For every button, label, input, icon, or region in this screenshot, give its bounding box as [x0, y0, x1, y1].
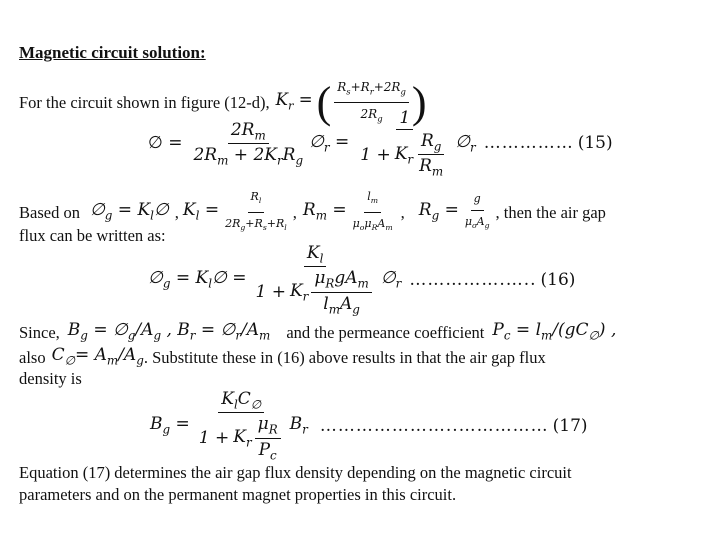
- eq16-dots: …………….…..: [409, 269, 537, 290]
- kr-symbol: $K_r$ =: [275, 90, 313, 113]
- equation-16: $\emptyset_g$ = $K_l\emptyset$ = $K_l$ 1 + $K_r$ $\frac{\mu_RgA_m}{l_mA_g}$ $\emptyset_r$ …………….….. (16): [148, 243, 576, 317]
- since-line: Since, $B_g$ = $\emptyset_g/A_g$ , $B_r$ = $\emptyset_r/A_m$ and the permeance coefficient $P_c = l_m/(gC_\emptyset)$ ,: [19, 320, 617, 343]
- right-paren: ): [411, 77, 427, 127]
- and-perm-text: and the permeance coefficient: [286, 322, 485, 342]
- eq15-tag: (15): [577, 133, 613, 154]
- conclusion-line-1: Equation (17) determines the air gap flux density depending on the magnetic circuit: [19, 463, 572, 482]
- then-text: , then the air gap: [495, 202, 606, 222]
- eq15-dots: ……………: [483, 133, 574, 154]
- flux-text: flux can be written as:: [19, 226, 166, 245]
- substitute-text: . Substitute these in (16) above results in that the air gap flux: [143, 347, 546, 367]
- equation-15: ∅ = $\frac{2R_m}{2R_m + 2K_rR_g}$ $\emptyset_r$ = 1 1 + $K_r$ $\frac{R_g}{R_m}$ $\emptyset_r$ …………… (15): [148, 108, 613, 179]
- also-line: also $C_\emptyset= A_m/A_g$ . Substitute these in (16) above results in that the air gap flux: [19, 345, 546, 368]
- conclusion-line-2: parameters and on the permanent magnet properties in this circuit.: [19, 485, 457, 504]
- based-on-text: Based on: [19, 202, 80, 222]
- section-heading: Magnetic circuit solution:: [19, 43, 206, 62]
- para1-text: For the circuit shown in figure (12-d),: [19, 92, 270, 112]
- eq17-dots: …………………..……………: [319, 415, 549, 436]
- kr-fraction: $\frac{R_s+R_r+2R_g}{2R_g}$: [334, 77, 409, 129]
- eq17-tag: (17): [552, 415, 588, 436]
- eq16-tag: (16): [540, 269, 576, 290]
- equation-17: $B_g$ = $K_lC_\emptyset$ 1 + $K_r$ $\frac{\mu_R}{P_c}$ $B_r$ …………………..…………… (17): [150, 389, 588, 463]
- density-is-text: density is: [19, 369, 82, 388]
- left-paren: (: [316, 77, 332, 127]
- since-text: Since,: [19, 322, 60, 342]
- based-on-line: Based on $\emptyset_g$ = $K_l\emptyset$ , $K_l$ = $\frac{R_l}{2R_g+R_s+R_l}$ , $R_m$ = $\frac{l_m}{\mu_o\mu_RA_m}$ , $R_g$ = $\frac{g}{\mu_oA_g}$ , then the air gap: [19, 187, 606, 238]
- also-text: also: [19, 347, 46, 367]
